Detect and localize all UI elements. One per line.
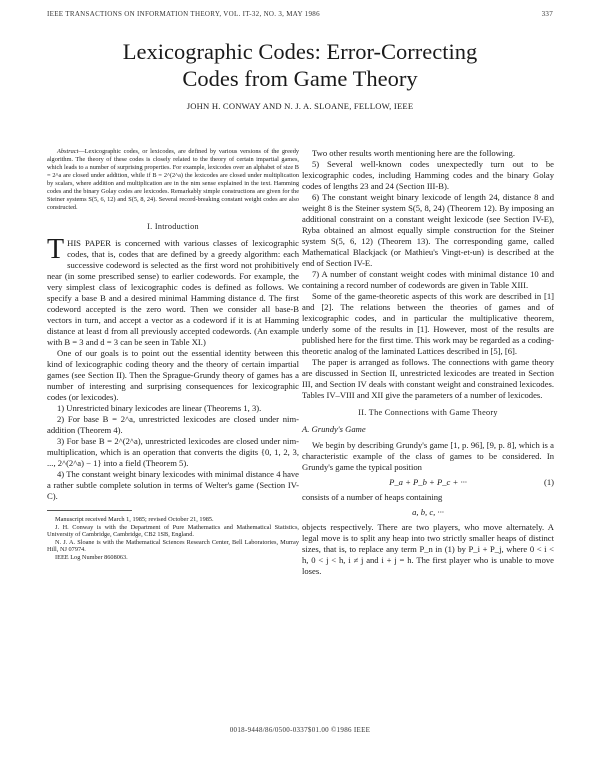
footnote-divider bbox=[47, 510, 132, 511]
journal-line: IEEE TRANSACTIONS ON INFORMATION THEORY, VOL. IT-32, NO. 3, MAY 1986 bbox=[47, 10, 320, 18]
abstract bbox=[47, 148, 299, 212]
grundy-paragraph: We begin by describing Grundy's game [1, p. 96], [9, p. 8], which is a characteristic example of the class of games to be considered. In Grundy's game the typical position bbox=[302, 440, 554, 472]
drop-cap: T bbox=[47, 234, 65, 265]
abstract-text: —Lexicographic codes, or lexicodes, are defined by various versions of the greedy algorithm. The theory of these codes is closely related to the theory of certain impartial games, which leads to a number of surprising properties. For example, lexicodes over an alphabet of size B = 2^a are closed under addition, while if B = 2^(2^a) the lexicodes are closed under multiplication by scalars, where addition and multiplication are in the nim sense explained in the text. Hamming codes and the binary Golay codes are lexicodes. Remarkably simple constructions are given for the Steiner systems S(5, 6, 12) and S(5, 8, 24). Several record-breaking constant weight codes are also constructed. bbox=[47, 148, 299, 211]
result-item-7: 7) A number of constant weight codes with minimal distance 10 and containing a record number of codewords are given in Table XIII. bbox=[302, 269, 554, 290]
intro-paragraph-1-text: HIS PAPER is concerned with various classes of lexicographic codes, that is, codes that are defined by a greedy algorithm: each successive codeword is selected as the first word not prohibitively near (in some prescribed sense) to earlier codewords. For example, the very simplest class of lexicographic codes is defined as follows. We specify a base B and a desired minimal Hamming distance d. The first codeword accepted is the zero word. Then we consider all base-B vectors in turn, and accept a vector as a codeword if it is at Hamming distance at least d from all previously accepted codewords. (An example with B = 3 and d = 3 can be seen in Table XI.) bbox=[47, 238, 299, 347]
organization-paragraph: The paper is arranged as follows. The connections with game theory are discussed in Section II, unrestricted lexicodes are treated in Section III, and Section IV deals with constant weight and constrained lexicodes. Tables IV–VIII and XII give the parameters of a number of lexicodes. bbox=[302, 357, 554, 400]
equation-1-number: (1) bbox=[543, 477, 554, 487]
result-item-4: 4) The constant weight binary lexicodes with minimal distance 4 have a rather subtle complete solution in terms of Welter's game (Section IV-C). bbox=[47, 469, 299, 501]
footnote-conway: J. H. Conway is with the Department of Pure Mathematics and Mathematical Statistics, University of Cambridge, Cambridge, CB2 1SB, England. bbox=[47, 523, 299, 539]
author-line: JOHN H. CONWAY AND N. J. A. SLOANE, FELLOW, IEEE bbox=[186, 101, 414, 111]
running-header bbox=[47, 10, 553, 18]
result-item-1: 1) Unrestricted binary lexicodes are linear (Theorems 1, 3). bbox=[57, 403, 262, 413]
footnote-sloane: N. J. A. Sloane is with the Mathematical Sciences Research Center, Bell Laboratories, Murray Hill, NJ 07974. bbox=[47, 538, 299, 554]
consists-text: consists of a number of heaps containing bbox=[302, 492, 443, 502]
right-column bbox=[302, 148, 554, 577]
result-item-5: 5) Several well-known codes unexpectedly turn out to be lexicographic codes, including Hamming codes and the binary Golay codes of lengths 23 and 24 (Section III-B). bbox=[302, 159, 554, 191]
subsection-heading-grundy: A. Grundy's Game bbox=[302, 424, 366, 434]
equation-2: a, b, c, ··· bbox=[412, 507, 444, 517]
result-item-3: 3) For base B = 2^(2^a), unrestricted lexicodes are closed under nim-multiplication, which is an operation that converts the digits {0, 1, 2, 3, ..., 2^(2^a) − 1} into a field (Theorem 5). bbox=[47, 436, 299, 468]
title-line-2: Codes from Game Theory bbox=[182, 66, 418, 91]
footnote-manuscript: Manuscript received March 1, 1985; revised October 21, 1985. bbox=[55, 516, 214, 523]
paper-title bbox=[0, 38, 600, 92]
result-item-2: 2) For base B = 2^a, unrestricted lexicodes are closed under nim-addition (Theorem 4). bbox=[47, 414, 299, 435]
left-column bbox=[47, 148, 299, 562]
footnotes bbox=[47, 516, 299, 562]
intro-paragraph-1 bbox=[47, 234, 299, 348]
rules-paragraph: objects respectively. There are two players, who move alternately. A legal move is to split any heap into two strictly smaller heaps of distinct sizes, that is, to replace any term P_n in (1) by P_i + P_j, where 0 < i < h, 0 < j < h, i ≠ j and i + j = h. The first player who is unable to move loses. bbox=[302, 522, 554, 576]
footnote-log-number: IEEE Log Number 8608063. bbox=[55, 553, 128, 561]
equation-1-body: P_a + P_b + P_c + ··· bbox=[389, 477, 467, 487]
equation-1 bbox=[302, 477, 554, 488]
section-heading-game-theory: II. The Connections with Game Theory bbox=[358, 408, 498, 417]
right-paragraph-1: Two other results worth mentioning here are the following. bbox=[312, 148, 515, 158]
abstract-label: Abstract bbox=[57, 148, 79, 155]
title-line-1: Lexicographic Codes: Error-Correcting bbox=[122, 39, 478, 64]
related-work-paragraph: Some of the game-theoretic aspects of this work are described in [1] and [2]. The relations between the theories of games and of lexicographic codes, and in particular the multiplicative theorem, underly some of the results in [1]. However, most of the results are published here for the first time. This work may be regarded as a coding-theoretic analog of the laminated Lattices described in [5], [6]. bbox=[302, 291, 554, 356]
page-number: 337 bbox=[541, 10, 553, 18]
section-heading-introduction: I. Introduction bbox=[147, 222, 199, 231]
result-item-6: 6) The constant weight binary lexicode of length 24, distance 8 and weight 8 is the Steiner system S(5, 8, 24) (Theorem 12). By imposing an additional constraint on a constant weight lexicode (see Section IV-E), Ryba obtained an almost equally simple construction for the Steiner system S(5, 6, 12) (Theorem 13). The corresponding game, called Mathematical Blackjack (or Mathieu's Vingt-et-un) is described at the end of Section IV-E. bbox=[302, 192, 554, 268]
intro-paragraph-2: One of our goals is to point out the essential identity between this kind of lexicographic coding theory and the theory of certain impartial games (see Section II). Then the Sprague-Grundy theory of games has a number of interesting and surprising consequences for lexicographic codes (or lexicodes). bbox=[47, 348, 299, 402]
copyright-line: 0018-9448/86/0500-0337$01.00 ©1986 IEEE bbox=[229, 726, 371, 734]
